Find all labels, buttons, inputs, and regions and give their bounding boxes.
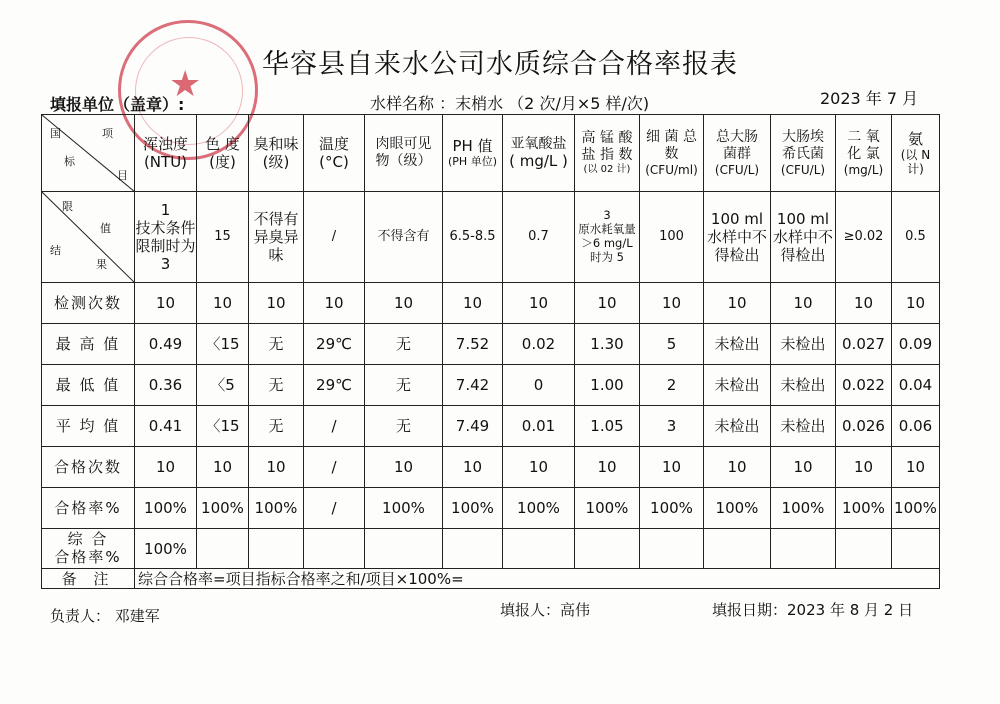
limit-value: 3 原水耗氧量＞6 mg/L 时为 5	[575, 192, 640, 283]
table-cell: 1.30	[575, 324, 640, 365]
row-label: 平 均 值	[42, 406, 135, 447]
table-cell: 未检出	[771, 406, 836, 447]
table-cell: 无	[249, 365, 304, 406]
table-cell: 10	[135, 283, 197, 324]
table-cell: 100%	[892, 488, 940, 529]
table-cell: 10	[640, 283, 704, 324]
col-chlorite: 亚氧酸盐 ( mg/L )	[503, 115, 575, 192]
limit-row-label: 限 值 结 果	[42, 192, 135, 283]
table-cell: 0.41	[135, 406, 197, 447]
limit-value: 0.5	[892, 192, 940, 283]
row-label: 合格率%	[42, 488, 135, 529]
overall-rate-label: 综 合 合格率%	[42, 529, 135, 569]
table-cell: 无	[365, 324, 443, 365]
table-cell: 0.36	[135, 365, 197, 406]
table-cell: /	[304, 406, 365, 447]
col-odor: 臭和味 (级)	[249, 115, 304, 192]
table-cell: 10	[640, 447, 704, 488]
table-cell: 29℃	[304, 324, 365, 365]
reporting-unit-label: 填报单位（盖章）:	[50, 95, 185, 114]
table-cell: 29℃	[304, 365, 365, 406]
row-label: 合格次数	[42, 447, 135, 488]
table-cell: 5	[640, 324, 704, 365]
table-cell: 无	[249, 406, 304, 447]
table-cell: 10	[443, 283, 503, 324]
table-cell: 10	[443, 447, 503, 488]
table-cell: 0.027	[836, 324, 892, 365]
table-cell: 100%	[443, 488, 503, 529]
table-cell: 3	[640, 406, 704, 447]
table-cell: 10	[197, 447, 249, 488]
table-cell: 10	[892, 447, 940, 488]
table-cell: 无	[365, 406, 443, 447]
limit-value: 0.7	[503, 192, 575, 283]
table-cell: 0.49	[135, 324, 197, 365]
table-cell: 10	[892, 283, 940, 324]
table-cell: 10	[836, 447, 892, 488]
table-row	[42, 324, 940, 365]
table-row	[42, 365, 940, 406]
table-cell: 0.06	[892, 406, 940, 447]
table-cell: 未检出	[704, 324, 771, 365]
col-chlorine-dioxide: 二 氧 化 氯 (mg/L)	[836, 115, 892, 192]
table-cell: 100%	[503, 488, 575, 529]
responsible-person: 负责人： 邓建军	[50, 607, 160, 625]
report-title: 华容县自来水公司水质综合合格率报表	[262, 49, 738, 80]
limit-value: 不得有异臭异味	[249, 192, 304, 283]
table-cell: 〈15	[197, 406, 249, 447]
table-cell: 10	[836, 283, 892, 324]
col-ammonia: 氨 (以 N 计)	[892, 115, 940, 192]
table-cell: 2	[640, 365, 704, 406]
filler-person: 填报人：高伟	[500, 601, 591, 619]
table-cell: 10	[771, 447, 836, 488]
table-cell: 1.00	[575, 365, 640, 406]
table-cell: 100%	[575, 488, 640, 529]
table-cell: 未检出	[704, 365, 771, 406]
sample-name: 水样名称 ：末梢水 （2 次/月×5 样/次)	[370, 94, 650, 113]
limit-value: 100 ml 水样中不得检出	[771, 192, 836, 283]
col-bacteria: 细 菌 总 数 (CFU/ml)	[640, 115, 704, 192]
col-coliform: 总大肠菌群 (CFU/L)	[704, 115, 771, 192]
table-cell: 未检出	[704, 406, 771, 447]
corner-header: 国 项 标 目	[42, 115, 135, 192]
table-cell: 0.02	[503, 324, 575, 365]
remark-text: 综合合格率=项目指标合格率之和/项目×100%=	[135, 569, 940, 589]
col-permanganate: 高 锰 酸 盐 指 数 (以 02 计)	[575, 115, 640, 192]
table-cell: 0.01	[503, 406, 575, 447]
row-label: 最 高 值	[42, 324, 135, 365]
limit-value: /	[304, 192, 365, 283]
table-cell: /	[304, 447, 365, 488]
table-cell: 10	[575, 447, 640, 488]
table-row	[42, 447, 940, 488]
table-cell: 1.05	[575, 406, 640, 447]
table-cell: 10	[249, 283, 304, 324]
table-cell: 10	[304, 283, 365, 324]
quality-table	[41, 114, 940, 589]
table-cell: 10	[135, 447, 197, 488]
table-cell: 100%	[836, 488, 892, 529]
table-cell: 100%	[365, 488, 443, 529]
table-cell: 0.022	[836, 365, 892, 406]
table-cell: 0.04	[892, 365, 940, 406]
table-cell: 〈15	[197, 324, 249, 365]
table-cell: 7.42	[443, 365, 503, 406]
limit-value: 1 技术条件限制时为 3	[135, 192, 197, 283]
row-label: 最 低 值	[42, 365, 135, 406]
table-cell: 10	[771, 283, 836, 324]
seal-star-icon: ★	[169, 64, 202, 105]
report-month: 2023 年 7 月	[820, 89, 919, 108]
col-ph: PH 值 (PH 单位)	[443, 115, 503, 192]
table-cell: 10	[365, 447, 443, 488]
table-cell: 〈5	[197, 365, 249, 406]
col-turbidity: 浑浊度 (NTU)	[135, 115, 197, 192]
limit-value: 不得含有	[365, 192, 443, 283]
table-cell: 10	[704, 283, 771, 324]
table-cell: /	[304, 488, 365, 529]
table-cell: 7.52	[443, 324, 503, 365]
row-label: 检测次数	[42, 283, 135, 324]
table-cell: 10	[197, 283, 249, 324]
remark-label: 备 注	[42, 569, 135, 589]
col-temperature: 温度 (°C)	[304, 115, 365, 192]
table-cell: 无	[249, 324, 304, 365]
table-cell: 0.026	[836, 406, 892, 447]
table-cell: 100%	[640, 488, 704, 529]
limit-value: 6.5-8.5	[443, 192, 503, 283]
limit-value: 15	[197, 192, 249, 283]
col-ecoli: 大肠埃希氏菌 (CFU/L)	[771, 115, 836, 192]
col-visible-matter: 肉眼可见物（级）	[365, 115, 443, 192]
limit-value: ≥0.02	[836, 192, 892, 283]
table-cell: 无	[365, 365, 443, 406]
limit-value: 100 ml 水样中不得检出	[704, 192, 771, 283]
table-cell: 100%	[197, 488, 249, 529]
table-cell: 10	[365, 283, 443, 324]
report-date: 填报日期：2023 年 8 月 2 日	[712, 601, 914, 619]
table-cell: 0	[503, 365, 575, 406]
table-cell: 100%	[135, 488, 197, 529]
table-row	[42, 406, 940, 447]
table-cell: 10	[503, 447, 575, 488]
table-cell: 10	[249, 447, 304, 488]
table-cell: 未检出	[771, 365, 836, 406]
col-color: 色 度 (度)	[197, 115, 249, 192]
table-cell: 0.09	[892, 324, 940, 365]
table-cell: 100%	[249, 488, 304, 529]
table-cell: 100%	[771, 488, 836, 529]
limit-value: 100	[640, 192, 704, 283]
overall-rate-value: 100%	[135, 529, 197, 569]
table-cell: 未检出	[771, 324, 836, 365]
table-row	[42, 283, 940, 324]
table-cell: 10	[575, 283, 640, 324]
table-cell: 7.49	[443, 406, 503, 447]
table-cell: 10	[503, 283, 575, 324]
table-cell: 100%	[704, 488, 771, 529]
table-cell: 10	[704, 447, 771, 488]
table-row	[42, 488, 940, 529]
